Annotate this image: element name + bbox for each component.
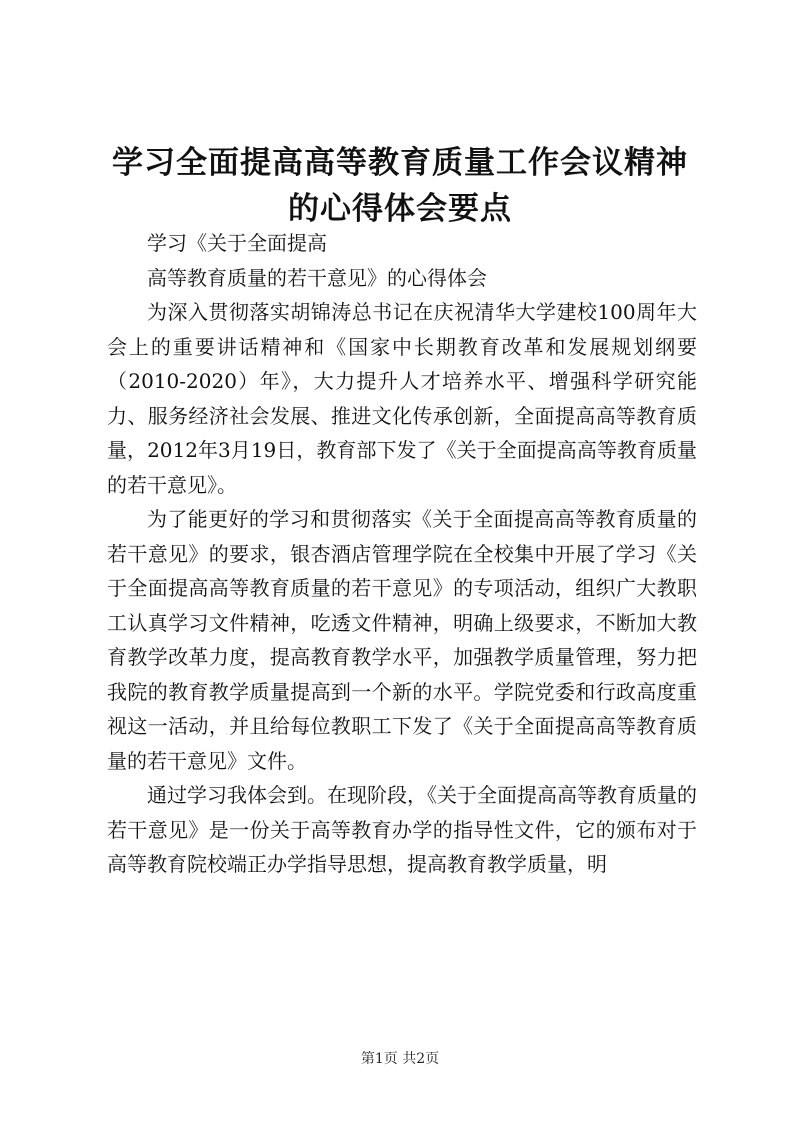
paragraph-reflection: 通过学习我体会到。在现阶段，《关于全面提高高等教育质量的若干意见》是一份关于高等教育办学的指导性文件，它的颁布对于高等教育院校端正办学指导思想，提高教育教学质量，明 <box>107 783 697 876</box>
paragraph-activity: 为了能更好的学习和贯彻落实《关于全面提高高等教育质量的若干意见》的要求，银杏酒店管理学院在全校集中开展了学习《关于全面提高高等教育质量的若干意见》的专项活动，组织广大教职工认真学习文件精神，吃透文件精神，明确上级要求，不断加大教育教学改革力度，提高教育教学水平，加强教学质量管理，努力把我院的教育教学质量提高到一个新的水平。学院党委和行政高度重视这一活动，并且给每位教职工下发了《关于全面提高高等教育质量的若干意见》文件。 <box>107 507 697 773</box>
paragraph-intro: 为深入贯彻落实胡锦涛总书记在庆祝清华大学建校100周年大会上的重要讲话精神和《国家中长期教育改革和发展规划纲要（2010-2020）年》，大力提升人才培养水平、增强科学研究能力、服务经济社会发展、推进文化传承创新，全面提高高等教育质量，2012年3月19日，教育部下发了《关于全面提高高等教育质量的若干意见》。 <box>107 300 697 497</box>
paragraph-subtitle-line-2: 高等教育质量的若干意见》的心得体会 <box>147 265 487 290</box>
paragraph-subtitle-line-1: 学习《关于全面提高 <box>147 231 327 255</box>
document-title: 学习全面提高高等教育质量工作会议精神的心得体会要点 <box>112 145 688 227</box>
page-footer: 第1页 共2页 <box>360 1051 440 1067</box>
document-body <box>107 226 697 882</box>
